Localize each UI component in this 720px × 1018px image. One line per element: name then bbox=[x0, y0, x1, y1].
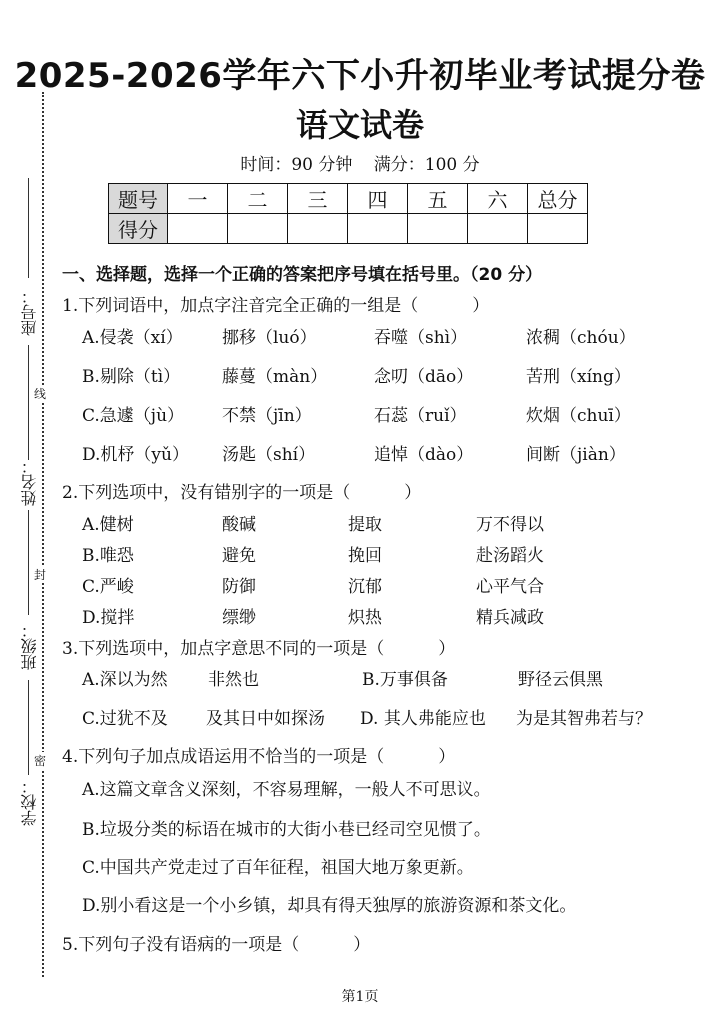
question-5-stem bbox=[62, 930, 370, 955]
q1-option: 苦刑（xíng） bbox=[526, 367, 631, 387]
section-title: 一、选择题，选择一个正确的答案把序号填在括号里。（20 分） bbox=[62, 265, 543, 285]
school-label: 学校： bbox=[20, 778, 39, 826]
score-cell[interactable] bbox=[228, 214, 288, 244]
q3-option: 野径云俱黑 bbox=[518, 670, 603, 690]
score-table-col: 五 bbox=[408, 184, 468, 214]
score-table-label-number: 题号 bbox=[109, 184, 168, 214]
q4-option: A.这篇文章含义深刻，不容易理解，一般人不可思议。 bbox=[82, 780, 491, 800]
q1-option: 炊烟（chuī） bbox=[526, 406, 631, 426]
q3-option: A.深以为然 bbox=[82, 670, 168, 690]
q1-option: 石蕊（ruǐ） bbox=[374, 406, 467, 426]
exam-full-score: 满分：100 分 bbox=[373, 155, 480, 175]
q4-option: D.别小看这是一个小乡镇，却具有得天独厚的旅游资源和茶文化。 bbox=[82, 896, 577, 916]
q1-option: B.剔除（tì） bbox=[82, 367, 181, 387]
exam-meta bbox=[0, 150, 720, 175]
score-table bbox=[108, 183, 588, 244]
question-2-close: ） bbox=[404, 483, 422, 503]
q2-option: 精兵减政 bbox=[476, 608, 544, 628]
class-line bbox=[28, 510, 29, 615]
score-cell[interactable] bbox=[528, 214, 588, 244]
score-cell[interactable] bbox=[288, 214, 348, 244]
question-1-close: ） bbox=[472, 296, 490, 316]
q1-option: 汤匙（shí） bbox=[222, 445, 316, 465]
q3-option: D. 其人弗能应也 bbox=[360, 709, 486, 729]
q3-option: 为是其智弗若与？ bbox=[516, 709, 652, 729]
score-table-col: 四 bbox=[348, 184, 408, 214]
question-3-stem bbox=[62, 634, 455, 659]
question-1-text: 1.下列词语中，加点字注音完全正确的一组是（ bbox=[62, 296, 419, 316]
score-cell[interactable] bbox=[348, 214, 408, 244]
score-cell[interactable] bbox=[168, 214, 228, 244]
q1-option: 不禁（jīn） bbox=[222, 406, 312, 426]
q1-option: 吞噬（shì） bbox=[374, 328, 468, 348]
q2-option: 沉郁 bbox=[348, 577, 382, 597]
score-table-col: 三 bbox=[288, 184, 348, 214]
seal-char-seal: 封 bbox=[34, 568, 47, 582]
binding-dotted-line bbox=[42, 92, 44, 977]
question-3-text: 3.下列选项中，加点字意思不同的一项是（ bbox=[62, 639, 385, 659]
q4-option: C.中国共产党走过了百年征程，祖国大地万象更新。 bbox=[82, 858, 474, 878]
q3-option: 非然也 bbox=[208, 670, 259, 690]
q2-option: 避免 bbox=[222, 546, 256, 566]
q2-option: 提取 bbox=[348, 515, 382, 535]
question-2-text: 2.下列选项中，没有错别字的一项是（ bbox=[62, 483, 351, 503]
q1-option: 间断（jiàn） bbox=[526, 445, 626, 465]
name-label: 姓名： bbox=[20, 458, 39, 506]
score-table-label-score: 得分 bbox=[109, 214, 168, 244]
score-table-col: 六 bbox=[468, 184, 528, 214]
q4-option: B.垃圾分类的标语在城市的大街小巷已经司空见惯了。 bbox=[82, 820, 491, 840]
question-3-close: ） bbox=[438, 639, 456, 659]
q2-option: 心平气合 bbox=[476, 577, 544, 597]
seal-char-line: 线 bbox=[34, 387, 47, 401]
q1-option: 追悼（dào） bbox=[374, 445, 474, 465]
school-line bbox=[28, 680, 29, 775]
q2-option: D.搅拌 bbox=[82, 608, 135, 628]
q1-option: C.急遽（jù） bbox=[82, 406, 185, 426]
question-4-close: ） bbox=[438, 747, 456, 767]
question-4-stem bbox=[62, 742, 455, 767]
exam-time: 时间：90 分钟 bbox=[240, 155, 353, 175]
q2-option: 缥缈 bbox=[222, 608, 256, 628]
q2-option: 赴汤蹈火 bbox=[476, 546, 544, 566]
q3-option: 及其日中如探汤 bbox=[206, 709, 325, 729]
question-2-stem bbox=[62, 478, 421, 503]
score-table-col: 一 bbox=[168, 184, 228, 214]
q1-option: D.机杼（yǔ） bbox=[82, 445, 189, 465]
q2-option: 炽热 bbox=[348, 608, 382, 628]
seat-line bbox=[28, 178, 29, 278]
score-table-col: 总分 bbox=[528, 184, 588, 214]
question-5-text: 5.下列句子没有语病的一项是（ bbox=[62, 935, 300, 955]
exam-title: 2025-2026学年六下小升初毕业考试提分卷 bbox=[14, 56, 706, 96]
q3-option: B.万事俱备 bbox=[362, 670, 448, 690]
score-cell[interactable] bbox=[468, 214, 528, 244]
q2-option: 挽回 bbox=[348, 546, 382, 566]
seat-label: 座号： bbox=[20, 288, 39, 336]
q1-option: 浓稠（chóu） bbox=[526, 328, 636, 348]
q2-option: 防御 bbox=[222, 577, 256, 597]
q2-option: C.严峻 bbox=[82, 577, 134, 597]
question-4-text: 4.下列句子加点成语运用不恰当的一项是（ bbox=[62, 747, 385, 767]
name-line bbox=[28, 345, 29, 460]
page-number: 第1页 bbox=[341, 989, 379, 1005]
q1-option: 念叨（dāo） bbox=[374, 367, 474, 387]
score-table-header-row bbox=[109, 184, 588, 214]
score-cell[interactable] bbox=[408, 214, 468, 244]
q2-option: B.唯恐 bbox=[82, 546, 134, 566]
class-label: 班级： bbox=[20, 622, 39, 670]
q1-option: A.侵袭（xí） bbox=[82, 328, 183, 348]
exam-subtitle: 语文试卷 bbox=[295, 106, 424, 144]
score-table-score-row bbox=[109, 214, 588, 244]
seal-char-secret: 密 bbox=[34, 754, 47, 768]
q2-option: 酸碱 bbox=[222, 515, 256, 535]
question-1-stem bbox=[62, 291, 489, 316]
q3-option: C.过犹不及 bbox=[82, 709, 168, 729]
question-5-close: ） bbox=[353, 935, 371, 955]
score-table-col: 二 bbox=[228, 184, 288, 214]
q2-option: A.健树 bbox=[82, 515, 134, 535]
q2-option: 万不得以 bbox=[476, 515, 544, 535]
q1-option: 藤蔓（màn） bbox=[222, 367, 328, 387]
q1-option: 挪移（luó） bbox=[222, 328, 317, 348]
